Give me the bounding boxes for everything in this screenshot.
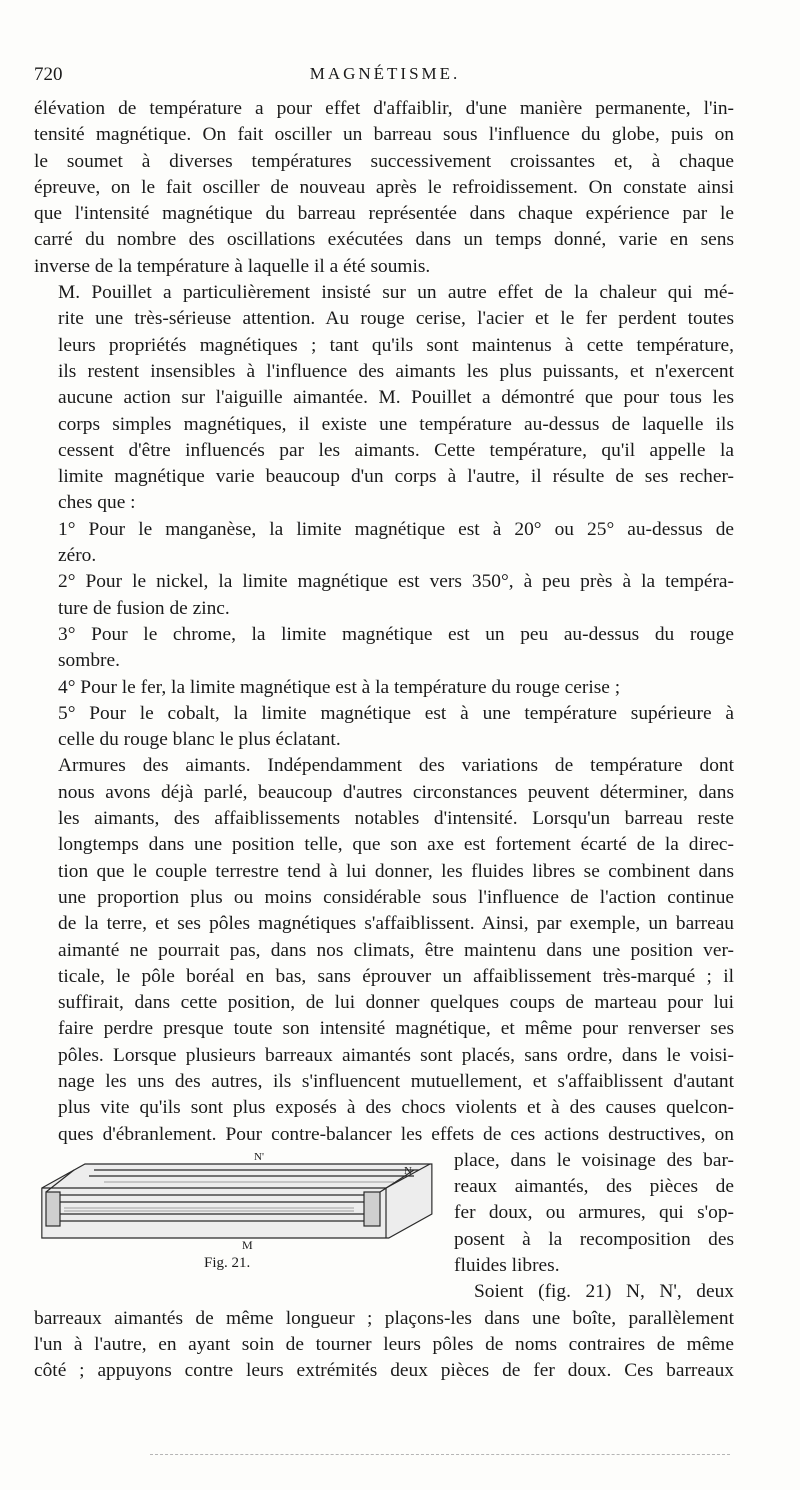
paragraph-2: [34, 280, 734, 517]
text-line: tion que le couple terrestre tend à lui donner, les fluides libres se combinent dans: [58, 860, 734, 882]
magnet-box-illustration: [34, 1148, 434, 1248]
text-line: fluides libres.: [454, 1255, 560, 1277]
text-line: plus vite qu'ils sont plus exposés à des chocs violents et à des causes quelcon-: [58, 1097, 734, 1119]
list-item-1: [34, 517, 734, 570]
text-line: épreuve, on le fait osciller de nouveau après le refroidissement. On constate ainsi: [34, 176, 734, 198]
figure-side-text: [454, 1148, 734, 1306]
text-line: Armures des aimants. Indépendamment des variations de température dont: [58, 755, 734, 777]
text-line: zéro.: [58, 545, 97, 567]
text-line: tensité magnétique. On fait osciller un barreau sous l'influence du globe, puis on: [34, 124, 734, 146]
text-line: ils restent insensibles à l'influence des aimants les plus puissants, et n'exercent: [58, 360, 734, 382]
text-line: 5° Pour le cobalt, la limite magnétique est à une température supérieure à: [58, 702, 734, 724]
text-line: carré du nombre des oscillations exécutées dans un temps donné, varie en sens: [34, 229, 734, 251]
text-line: ticale, le pôle boréal en bas, sans éprouver un affaiblissement très-marqué ; il: [58, 965, 734, 987]
text-line: de la terre, et ses pôles magnétiques s'affaiblissent. Ainsi, par exemple, un barreau: [58, 913, 734, 935]
text-line: aucune action sur l'aiguille aimantée. M. Pouillet a démontré que pour tous les: [58, 387, 734, 409]
figure-caption: Fig. 21.: [204, 1254, 251, 1271]
text-line: 2° Pour le nickel, la limite magnétique est vers 350°, à peu près à la tempéra-: [58, 571, 734, 593]
text-line: suffirait, dans cette position, de lui donner quelques coups de marteau pour lui: [58, 992, 734, 1014]
text-line: place, dans le voisinage des bar-: [454, 1149, 734, 1171]
text-line: faire perdre presque toute son intensité magnétique, et même pour renverser ses: [58, 1018, 734, 1040]
text-line: inverse de la température à laquelle il a été soumis.: [34, 255, 431, 277]
page-number: 720: [34, 64, 63, 85]
text-line: reaux aimantés, des pièces de: [454, 1176, 734, 1198]
text-line: barreaux aimantés de même longueur ; plaçons-les dans une boîte, parallèlement: [34, 1307, 734, 1329]
body-text: [34, 96, 734, 1385]
text-line: posent à la recomposition des: [454, 1228, 734, 1250]
page-bottom-rule: [150, 1454, 730, 1455]
figure-label-n-prime: N': [254, 1150, 264, 1163]
figure-21: [34, 1148, 434, 1306]
text-line: nous avons déjà parlé, beaucoup d'autres circonstances peuvent déterminer, dans: [58, 781, 734, 803]
text-line: sombre.: [58, 650, 120, 672]
text-line: 3° Pour le chrome, la limite magnétique est un peu au-dessus du rouge: [58, 623, 734, 645]
text-line: pôles. Lorsque plusieurs barreaux aimantés sont placés, sans ordre, dans le voisi-: [58, 1044, 734, 1066]
text-line: M. Pouillet a particulièrement insisté sur un autre effet de la chaleur qui mé-: [58, 282, 734, 304]
text-line: les aimants, des affaiblissements notables d'intensité. Lorsqu'un barreau reste: [58, 808, 734, 830]
text-line: limite magnétique varie beaucoup d'un corps à l'autre, il résulte de ses recher-: [58, 466, 734, 488]
paragraph-armures: [34, 753, 734, 1147]
text-line: 4° Pour le fer, la limite magnétique est à la température du rouge cerise ;: [58, 676, 621, 698]
paragraph-4: [34, 1306, 734, 1385]
figure-label-n: N: [404, 1164, 412, 1177]
text-line: 1° Pour le manganèse, la limite magnétique est à 20° ou 25° au-dessus de: [58, 518, 734, 540]
text-line: leurs propriétés magnétiques ; tant qu'ils sont maintenus à cette température,: [58, 334, 734, 356]
text-line: rite une très-sérieuse attention. Au rouge cerise, l'acier et le fer perdent toutes: [58, 308, 734, 330]
text-line: fer doux, ou armures, qui s'op-: [454, 1202, 734, 1224]
text-line: corps simples magnétiques, il existe une température au-dessus de laquelle ils: [58, 413, 734, 435]
paragraph-1: [34, 96, 734, 280]
text-line: Soient (fig. 21) N, N', deux: [474, 1281, 734, 1303]
list-item-4: [34, 675, 734, 701]
text-line: l'un à l'autre, en ayant soin de tourner leurs pôles de noms contraires de même: [34, 1334, 734, 1356]
text-line: longtemps dans une position telle, que son axe est fortement écarté de la direc-: [58, 834, 734, 856]
text-line: une proportion plus ou moins considérable sous l'influence de l'action continue: [58, 886, 734, 908]
text-line: cessent d'être influencés par les aimants. Cette température, qu'il appelle la: [58, 439, 734, 461]
figure-block: [34, 1148, 734, 1306]
text-line: côté ; appuyons contre leurs extrémités deux pièces de fer doux. Ces barreaux: [34, 1360, 734, 1382]
text-line: le soumet à diverses températures successivement croissantes et, à chaque: [34, 150, 734, 172]
text-line: ches que :: [58, 492, 136, 514]
text-line: ture de fusion de zinc.: [58, 597, 230, 619]
text-line: ques d'ébranlement. Pour contre-balancer les effets de ces actions destructives, on: [58, 1123, 734, 1145]
running-head: MAGNÉTISME.: [309, 64, 461, 83]
text-line: aimanté ne pourrait pas, dans nos climats, être maintenu dans une position ver-: [58, 939, 734, 961]
text-line: nage les uns des autres, ils s'influencent mutuellement, et s'affaiblissent d'autant: [58, 1070, 734, 1092]
text-line: que l'intensité magnétique du barreau représentée dans chaque expérience par le: [34, 203, 734, 225]
figure-label-m: M: [242, 1237, 253, 1252]
page-header: [34, 64, 736, 90]
text-line: élévation de température a pour effet d'affaiblir, d'une manière permanente, l'in-: [34, 98, 734, 119]
list-item-5: [34, 701, 734, 754]
list-item-2: [34, 569, 734, 622]
text-line: celle du rouge blanc le plus éclatant.: [58, 729, 341, 751]
list-item-3: [34, 622, 734, 675]
